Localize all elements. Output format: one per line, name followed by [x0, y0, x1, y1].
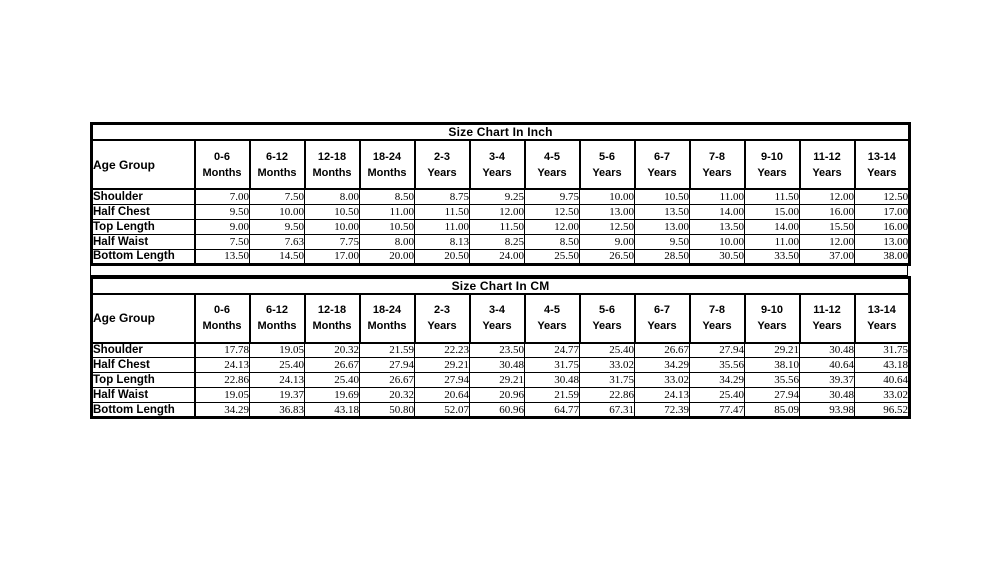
title-row [92, 277, 910, 294]
value-cell: 77.47 [690, 403, 745, 418]
value-cell: 27.94 [745, 388, 800, 403]
value-cell: 17.78 [195, 343, 250, 358]
age-range: 13-14 [867, 150, 896, 163]
value-cell: 72.39 [635, 403, 690, 418]
table-row [92, 204, 910, 219]
value-cell: 19.69 [305, 388, 360, 403]
value-cell: 20.50 [415, 249, 470, 264]
age-range: 3-4 [489, 150, 505, 163]
value-cell: 10.00 [690, 234, 745, 249]
value-cell: 31.75 [580, 373, 635, 388]
value-cell: 26.50 [580, 249, 635, 264]
header-row [92, 140, 910, 189]
age-column-header [855, 294, 910, 343]
row-label: Half Waist [92, 234, 195, 249]
age-range: 6-7 [654, 150, 670, 163]
value-cell: 8.13 [415, 234, 470, 249]
value-cell: 9.50 [195, 204, 250, 219]
age-unit: Years [702, 166, 732, 179]
value-cell: 30.48 [800, 343, 855, 358]
age-range: 3-4 [489, 304, 505, 316]
value-cell: 8.50 [360, 189, 415, 204]
age-range: 2-3 [434, 150, 450, 163]
age-column-header [305, 140, 360, 189]
value-cell: 11.50 [745, 189, 800, 204]
age-column-header [800, 140, 855, 189]
value-cell: 27.94 [415, 373, 470, 388]
size-chart-sheet [90, 122, 908, 419]
value-cell: 11.00 [745, 234, 800, 249]
value-cell: 29.21 [470, 373, 525, 388]
value-cell: 64.77 [525, 403, 580, 418]
age-column-header [690, 140, 745, 189]
row-label: Half Waist [92, 388, 195, 403]
value-cell: 24.77 [525, 343, 580, 358]
age-unit: Years [482, 320, 512, 332]
age-column-header [360, 294, 415, 343]
age-column-header [745, 140, 800, 189]
value-cell: 26.67 [635, 343, 690, 358]
age-unit: Years [537, 320, 567, 332]
row-label: Shoulder [92, 343, 195, 358]
value-cell: 24.13 [250, 373, 305, 388]
age-unit: Years [757, 166, 787, 179]
value-cell: 11.00 [360, 204, 415, 219]
value-cell: 22.86 [195, 373, 250, 388]
value-cell: 9.75 [525, 189, 580, 204]
value-cell: 24.13 [635, 388, 690, 403]
value-cell: 15.50 [800, 219, 855, 234]
value-cell: 13.50 [195, 249, 250, 264]
value-cell: 36.83 [250, 403, 305, 418]
value-cell: 33.02 [855, 388, 910, 403]
value-cell: 67.31 [580, 403, 635, 418]
age-unit: Years [427, 320, 457, 332]
age-range: 7-8 [709, 150, 725, 163]
age-unit: Months [202, 166, 242, 179]
table-title: Size Chart In Inch [92, 124, 910, 141]
value-cell: 38.10 [745, 358, 800, 373]
age-unit: Years [867, 166, 897, 179]
age-range: 11-12 [813, 304, 841, 316]
age-range: 6-7 [654, 304, 670, 316]
value-cell: 43.18 [855, 358, 910, 373]
age-column-header [635, 294, 690, 343]
value-cell: 33.02 [635, 373, 690, 388]
value-cell: 29.21 [415, 358, 470, 373]
value-cell: 8.00 [360, 234, 415, 249]
value-cell: 60.96 [470, 403, 525, 418]
value-cell: 11.00 [690, 189, 745, 204]
age-unit: Years [812, 320, 842, 332]
value-cell: 50.80 [360, 403, 415, 418]
age-group-header: Age Group [92, 294, 195, 343]
value-cell: 34.29 [635, 358, 690, 373]
value-cell: 39.37 [800, 373, 855, 388]
value-cell: 9.25 [470, 189, 525, 204]
age-range: 5-6 [599, 150, 615, 163]
value-cell: 12.50 [580, 219, 635, 234]
value-cell: 22.86 [580, 388, 635, 403]
value-cell: 12.50 [855, 189, 910, 204]
age-column-header [580, 140, 635, 189]
age-column-header [690, 294, 745, 343]
value-cell: 17.00 [855, 204, 910, 219]
value-cell: 25.40 [580, 343, 635, 358]
age-range: 0-6 [214, 150, 230, 163]
value-cell: 43.18 [305, 403, 360, 418]
age-unit: Years [592, 320, 622, 332]
value-cell: 11.00 [415, 219, 470, 234]
value-cell: 7.50 [195, 234, 250, 249]
table-row [92, 388, 910, 403]
row-label: Half Chest [92, 358, 195, 373]
age-range: 18-24 [372, 304, 402, 316]
value-cell: 29.21 [745, 343, 800, 358]
value-cell: 34.29 [195, 403, 250, 418]
row-label: Shoulder [92, 189, 195, 204]
age-column-header [305, 294, 360, 343]
value-cell: 10.00 [305, 219, 360, 234]
age-unit: Years [757, 320, 787, 332]
age-range: 5-6 [599, 304, 615, 316]
value-cell: 8.50 [525, 234, 580, 249]
value-cell: 13.00 [855, 234, 910, 249]
table-row [92, 249, 910, 264]
age-range: 9-10 [760, 150, 784, 163]
value-cell: 25.40 [690, 388, 745, 403]
age-column-header [525, 294, 580, 343]
age-column-header [525, 140, 580, 189]
table-row [92, 219, 910, 234]
row-label: Top Length [92, 219, 195, 234]
age-range: 4-5 [544, 304, 560, 316]
table-row [92, 403, 910, 418]
age-column-header [195, 140, 250, 189]
value-cell: 30.50 [690, 249, 745, 264]
value-cell: 20.32 [305, 343, 360, 358]
value-cell: 27.94 [690, 343, 745, 358]
value-cell: 31.75 [525, 358, 580, 373]
age-unit: Months [312, 320, 352, 332]
value-cell: 19.05 [195, 388, 250, 403]
value-cell: 7.50 [250, 189, 305, 204]
value-cell: 40.64 [800, 358, 855, 373]
value-cell: 10.50 [305, 204, 360, 219]
age-range: 9-10 [760, 304, 784, 316]
age-column-header [855, 140, 910, 189]
value-cell: 23.50 [470, 343, 525, 358]
age-unit: Months [257, 320, 297, 332]
age-column-header [470, 140, 525, 189]
value-cell: 8.75 [415, 189, 470, 204]
value-cell: 34.29 [690, 373, 745, 388]
value-cell: 21.59 [525, 388, 580, 403]
age-range: 7-8 [709, 304, 725, 316]
age-range: 4-5 [544, 150, 560, 163]
age-unit: Months [367, 320, 407, 332]
age-unit: Years [702, 320, 732, 332]
value-cell: 52.07 [415, 403, 470, 418]
value-cell: 11.50 [415, 204, 470, 219]
value-cell: 22.23 [415, 343, 470, 358]
value-cell: 13.00 [580, 204, 635, 219]
age-range: 13-14 [867, 304, 896, 316]
age-unit: Months [312, 166, 352, 179]
value-cell: 8.00 [305, 189, 360, 204]
table-spacer-row [90, 266, 908, 276]
age-range: 12-18 [317, 304, 347, 316]
value-cell: 30.48 [800, 388, 855, 403]
value-cell: 9.00 [580, 234, 635, 249]
table-row [92, 358, 910, 373]
age-group-header: Age Group [92, 140, 195, 189]
value-cell: 33.02 [580, 358, 635, 373]
age-column-header [800, 294, 855, 343]
age-column-header [470, 294, 525, 343]
value-cell: 11.50 [470, 219, 525, 234]
value-cell: 85.09 [745, 403, 800, 418]
age-unit: Years [812, 166, 842, 179]
age-range: 0-6 [214, 304, 230, 316]
value-cell: 7.63 [250, 234, 305, 249]
value-cell: 40.64 [855, 373, 910, 388]
age-range: 6-12 [265, 304, 289, 316]
value-cell: 12.00 [470, 204, 525, 219]
age-unit: Years [537, 166, 567, 179]
value-cell: 15.00 [745, 204, 800, 219]
value-cell: 38.00 [855, 249, 910, 264]
value-cell: 25.50 [525, 249, 580, 264]
age-unit: Months [257, 166, 297, 179]
age-unit: Years [427, 166, 457, 179]
value-cell: 35.56 [745, 373, 800, 388]
value-cell: 96.52 [855, 403, 910, 418]
age-unit: Months [367, 166, 407, 179]
age-range: 18-24 [372, 150, 402, 163]
table-row [92, 234, 910, 249]
age-range: 11-12 [813, 150, 841, 163]
value-cell: 24.13 [195, 358, 250, 373]
value-cell: 14.00 [690, 204, 745, 219]
value-cell: 21.59 [360, 343, 415, 358]
value-cell: 20.96 [470, 388, 525, 403]
table-row [92, 343, 910, 358]
row-label: Top Length [92, 373, 195, 388]
value-cell: 27.94 [360, 358, 415, 373]
value-cell: 9.00 [195, 219, 250, 234]
size-chart-inch-table [90, 122, 911, 266]
value-cell: 10.50 [360, 219, 415, 234]
value-cell: 37.00 [800, 249, 855, 264]
value-cell: 20.00 [360, 249, 415, 264]
age-column-header [250, 294, 305, 343]
title-row [92, 124, 910, 141]
age-column-header [415, 140, 470, 189]
age-unit: Years [592, 166, 622, 179]
value-cell: 9.50 [635, 234, 690, 249]
value-cell: 12.00 [525, 219, 580, 234]
value-cell: 33.50 [745, 249, 800, 264]
value-cell: 25.40 [305, 373, 360, 388]
value-cell: 26.67 [305, 358, 360, 373]
value-cell: 14.50 [250, 249, 305, 264]
row-label: Bottom Length [92, 249, 195, 264]
age-column-header [635, 140, 690, 189]
value-cell: 30.48 [525, 373, 580, 388]
age-column-header [360, 140, 415, 189]
value-cell: 19.05 [250, 343, 305, 358]
value-cell: 24.00 [470, 249, 525, 264]
age-column-header [745, 294, 800, 343]
value-cell: 14.00 [745, 219, 800, 234]
age-unit: Months [202, 320, 242, 332]
age-column-header [580, 294, 635, 343]
value-cell: 28.50 [635, 249, 690, 264]
header-row [92, 294, 910, 343]
value-cell: 26.67 [360, 373, 415, 388]
size-chart-cm-table [90, 276, 911, 420]
age-range: 12-18 [317, 150, 347, 163]
value-cell: 19.37 [250, 388, 305, 403]
age-range: 6-12 [265, 150, 289, 163]
value-cell: 25.40 [250, 358, 305, 373]
age-column-header [250, 140, 305, 189]
value-cell: 17.00 [305, 249, 360, 264]
value-cell: 7.75 [305, 234, 360, 249]
value-cell: 13.50 [690, 219, 745, 234]
value-cell: 30.48 [470, 358, 525, 373]
value-cell: 7.00 [195, 189, 250, 204]
value-cell: 20.32 [360, 388, 415, 403]
value-cell: 93.98 [800, 403, 855, 418]
value-cell: 12.50 [525, 204, 580, 219]
row-label: Half Chest [92, 204, 195, 219]
value-cell: 10.50 [635, 189, 690, 204]
value-cell: 9.50 [250, 219, 305, 234]
age-column-header [415, 294, 470, 343]
age-unit: Years [867, 320, 897, 332]
value-cell: 31.75 [855, 343, 910, 358]
value-cell: 10.00 [580, 189, 635, 204]
age-column-header [195, 294, 250, 343]
age-range: 2-3 [434, 304, 450, 316]
value-cell: 16.00 [800, 204, 855, 219]
value-cell: 10.00 [250, 204, 305, 219]
table-row [92, 373, 910, 388]
age-unit: Years [647, 166, 677, 179]
table-row [92, 189, 910, 204]
age-unit: Years [482, 166, 512, 179]
value-cell: 12.00 [800, 189, 855, 204]
value-cell: 35.56 [690, 358, 745, 373]
table-title: Size Chart In CM [92, 277, 910, 294]
value-cell: 13.00 [635, 219, 690, 234]
value-cell: 16.00 [855, 219, 910, 234]
value-cell: 12.00 [800, 234, 855, 249]
row-label: Bottom Length [92, 403, 195, 418]
value-cell: 20.64 [415, 388, 470, 403]
value-cell: 13.50 [635, 204, 690, 219]
age-unit: Years [647, 320, 677, 332]
value-cell: 8.25 [470, 234, 525, 249]
